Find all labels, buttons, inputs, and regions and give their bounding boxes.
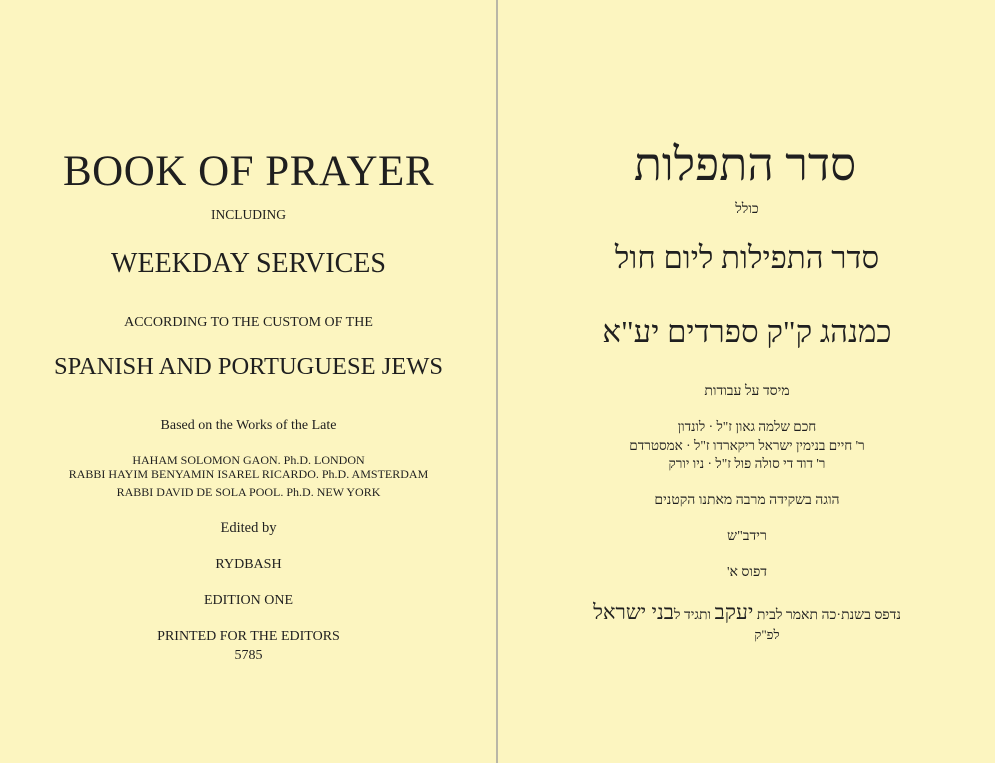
printed-for-label: PRINTED FOR THE EDITORS xyxy=(157,629,340,644)
hebrew-edited-note: הוגה בשקידה מרבה מאתנו הקטנים xyxy=(654,493,840,508)
including-label: INCLUDING xyxy=(211,207,286,222)
hebrew-printing-line xyxy=(499,602,995,623)
editor-name: RYDBASH xyxy=(215,557,282,572)
printed-year-text: נדפס בשנת xyxy=(841,608,901,623)
hebrew-edition-label: דפוס א' xyxy=(726,565,768,580)
year-label: 5785 xyxy=(234,648,263,663)
hebrew-founded-on: מיסד על עבודות xyxy=(704,384,790,399)
hebrew-lifrat-label: לפ"ק xyxy=(754,627,780,642)
author-line: RABBI HAYIM BENYAMIN ISAREL RICARDO. Ph.D. AMSTERDAM xyxy=(68,467,429,481)
hebrew-custom-heading: כמנהג ק"ק ספרדים יע"א xyxy=(602,314,892,349)
verse-emphasis: בני ישראל xyxy=(593,600,674,624)
hebrew-services-heading: סדר התפילות ליום חול xyxy=(614,240,880,275)
english-title-page xyxy=(0,0,497,763)
based-on-text: Based on the Works of the Late xyxy=(160,418,337,433)
author-line: RABBI DAVID DE SOLA POOL. Ph.D. NEW YORK xyxy=(116,485,381,499)
edited-by-label: Edited by xyxy=(220,520,277,536)
author-line: HAHAM SOLOMON GAON. Ph.D. LONDON xyxy=(132,453,365,467)
verse-text: ותגיד xyxy=(683,608,712,623)
hebrew-editor-name: רידב"ש xyxy=(727,529,767,544)
hebrew-author-line: ר' דוד די סולה פול ז"ל · ניו יורק xyxy=(668,456,826,471)
hebrew-book-title: סדר התפלות xyxy=(633,139,857,190)
edition-label: EDITION ONE xyxy=(203,593,294,608)
hebrew-author-line: חכם שלמה גאון ז"ל · לונדון xyxy=(677,419,817,434)
hebrew-title-page xyxy=(499,0,995,763)
services-heading: WEEKDAY SERVICES xyxy=(111,248,386,279)
hebrew-author-line: ר' חיים בנימין ישראל ריקארדו ז"ל · אמסטרדם xyxy=(629,438,865,453)
custom-intro: ACCORDING TO THE CUSTOM OF THE xyxy=(124,315,373,330)
community-heading: SPANISH AND PORTUGUESE JEWS xyxy=(53,353,443,380)
verse-emphasis: יעקב xyxy=(714,600,754,624)
hebrew-including-label: כולל xyxy=(735,202,759,217)
verse-text: ל xyxy=(673,608,681,623)
book-title: BOOK OF PRAYER xyxy=(62,148,434,195)
verse-text: ·כה תאמר לבית xyxy=(756,608,842,623)
